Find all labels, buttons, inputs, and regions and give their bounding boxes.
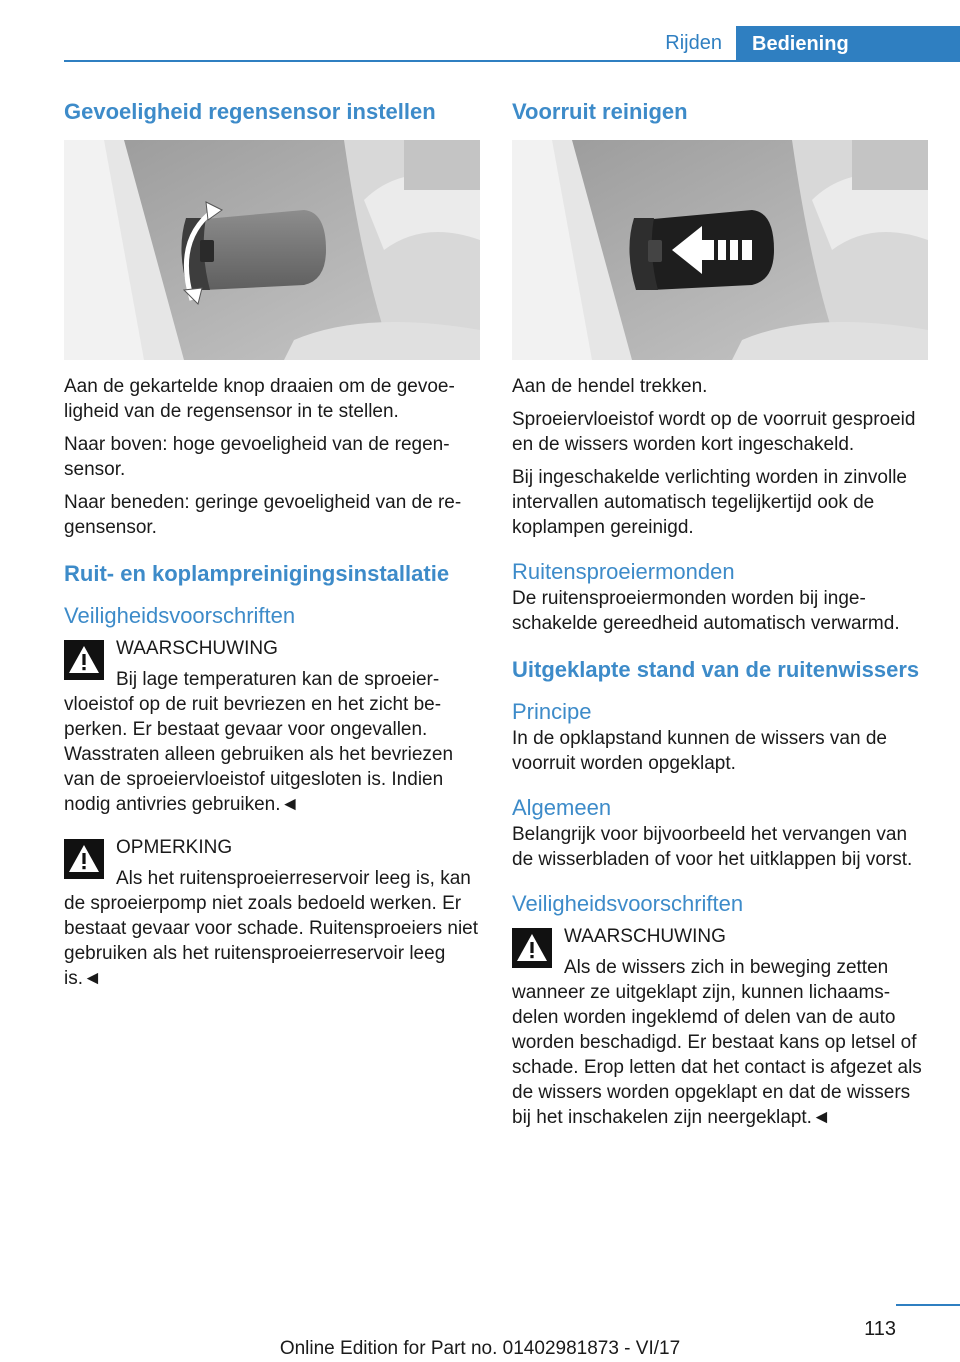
nozzles-title: Ruitensproeiermonden [512,559,735,584]
warning-right-title: WAARSCHUWING [564,926,726,947]
rain-sensor-figure [64,140,480,360]
warning-block-right [512,924,928,1130]
notice-body: Als het ruitensproeierreservoir leeg is, kan de sproeierpomp niet zoals bedoeld werken. Er bestaat gevaar voor schade. Ruitensproeiers niet gebruiken als het ruitensproeierreservoir leeg is.◄ [64,868,479,989]
warning-block-1 [64,636,480,817]
principle-title: Principe [512,699,592,724]
rain-sensor-illustration [64,140,480,360]
warning-triangle-icon [64,640,104,680]
general-title: Algemeen [512,795,612,820]
header-rule [64,60,960,62]
warning-right-body: Als de wissers zich in beweging zetten wanneer ze uitgeklapt zijn, kunnen lichaamsdelen worden ingeklemd of delen van de auto worden beschadigd. Er bestaat kans op letsel of schade. Erop letten dat het contact is afgezet als de wissers worden opgeklapt en dat de wissers bij het inschakelen zijn neergeklapt.◄ [512,957,922,1128]
notice-block [64,835,480,991]
page-number: 113 [864,1318,896,1340]
principle-text: In de opklapstand kunnen de wissers van de voorruit worden opgeklapt. [512,728,887,774]
clean-text-2: Sproeiervloeistof wordt op de voorruit gesproeid en de wissers worden kort ingeschakeld. [512,409,916,455]
rain-sensor-text-1: Aan de gekartelde knop draaien om de gevoeligheid van de regensensor in te stellen. [64,376,455,422]
safety-title-left: Veiligheidsvoorschriften [64,603,296,628]
clean-windscreen-figure [512,140,928,360]
left-column [64,98,480,1009]
warning-triangle-icon [64,839,104,879]
warning-triangle-icon [512,928,552,968]
chapter-tab[interactable]: Rijden [665,32,722,54]
notice-title: OPMERKING [116,837,233,858]
fold-position-title: Uitgeklapte stand van de ruitenwissers [512,657,920,682]
rain-sensor-text-3: Naar beneden: geringe gevoeligheid van de regensensor. [64,492,462,538]
section-tab[interactable]: Bediening [736,26,960,62]
warning-1-body: Bij lage temperaturen kan de sproeiervloeistof op de ruit bevriezen en het zicht beperken. Er bestaat gevaar voor ongevallen. Wasstraten alleen gebruiken als het bevriezen van de sproeiervloeistof uitgesloten is. Indien nodig antivries gebruiken.◄ [64,669,454,815]
clean-text-1: Aan de hendel trekken. [512,376,708,397]
page-header [0,26,960,62]
edition-note: Online Edition for Part no. 01402981873 - VI/17 [279,1338,681,1359]
general-text: Belangrijk voor bijvoorbeeld het vervangen van de wisserbladen of voor het uitklappen bij vorst. [512,824,913,870]
washer-stalk-illustration [512,140,928,360]
right-column [512,98,928,1148]
clean-text-3: Bij ingeschakelde verlichting worden in zinvolle intervallen automatisch tegelijkertijd ook de koplampen gereinigd. [512,467,907,538]
warning-1-title: WAARSCHUWING [116,638,278,659]
footer-rule [896,1304,960,1306]
rain-sensor-text-2: Naar boven: hoge gevoeligheid van de regensensor. [64,434,450,480]
washer-section-title: Ruit- en koplampreinigingsinstallatie [64,561,450,586]
rain-sensor-title: Gevoeligheid regensensor instellen [64,99,436,124]
clean-windscreen-title: Voorruit reinigen [512,99,688,124]
safety-title-right: Veiligheidsvoorschriften [512,891,744,916]
nozzles-text: De ruitensproeiermonden worden bij ingeschakelde gereedheid automatisch verwarmd. [512,588,900,634]
